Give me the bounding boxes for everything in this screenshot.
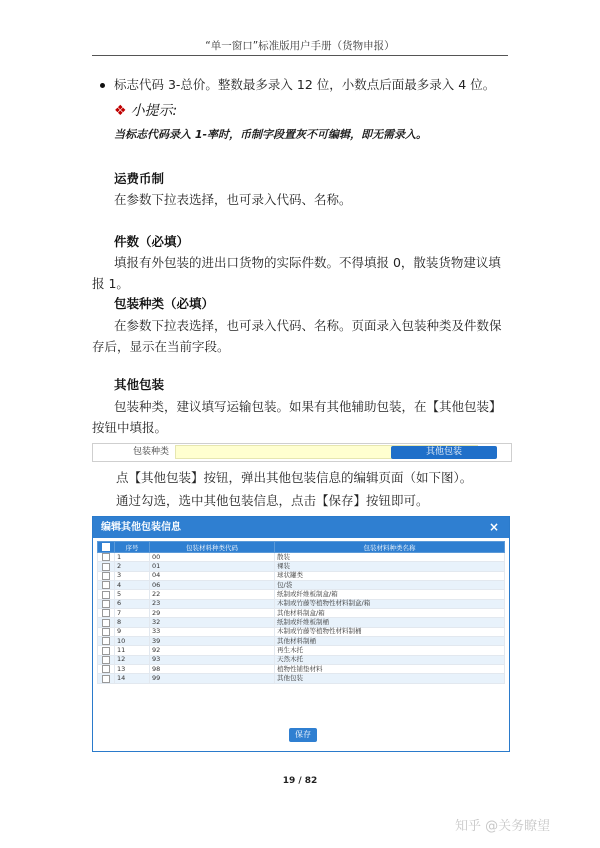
row-name: 散装 <box>275 553 505 562</box>
row-checkbox[interactable] <box>102 675 110 683</box>
row-name: 纸制或纤维板制盒/箱 <box>275 590 505 599</box>
row-index: 13 <box>115 665 150 674</box>
row-name: 球状罐类 <box>275 571 505 580</box>
row-index: 1 <box>115 553 150 562</box>
row-name: 木制或竹藤等植物性材料制桶 <box>275 627 505 636</box>
row-code: 92 <box>150 646 275 655</box>
table-row[interactable] <box>98 562 505 571</box>
para-packing-type: 在参数下拉表选择，也可录入代码、名称。页面录入包装种类及件数保存后，显示在当前字段。 <box>92 318 502 354</box>
row-index: 11 <box>115 646 150 655</box>
tip-title <box>114 100 177 120</box>
heading-freight-currency: 运费币制 <box>114 171 165 186</box>
select-all-cell <box>98 542 115 553</box>
row-code: 39 <box>150 637 275 646</box>
row-code: 06 <box>150 581 275 590</box>
row-code: 00 <box>150 553 275 562</box>
table-row[interactable] <box>98 609 505 618</box>
tip-title-text: 小提示: <box>130 103 178 119</box>
row-code: 04 <box>150 571 275 580</box>
packing-type-field-row <box>92 443 512 462</box>
row-name: 纸制或纤维板制桶 <box>275 618 505 627</box>
row-checkbox[interactable] <box>102 609 110 617</box>
row-checkbox-cell <box>98 609 115 618</box>
row-checkbox[interactable] <box>102 563 110 571</box>
col-header-name: 包装材料种类名称 <box>275 542 505 553</box>
row-checkbox-cell <box>98 655 115 664</box>
table-body <box>98 553 505 684</box>
row-checkbox[interactable] <box>102 553 110 561</box>
table-row[interactable] <box>98 581 505 590</box>
heading-pieces: 件数（必填） <box>114 234 190 249</box>
row-code: 98 <box>150 665 275 674</box>
table-row[interactable] <box>98 646 505 655</box>
watermark: 知乎 @关务瞭望 <box>455 819 551 834</box>
para-after-bar-1: 点【其他包装】按钮，弹出其他包装信息的编辑页面（如下图）。 <box>116 470 473 485</box>
row-checkbox[interactable] <box>102 600 110 608</box>
heading-other-packing: 其他包装 <box>114 377 165 392</box>
row-index: 9 <box>115 627 150 636</box>
row-checkbox-cell <box>98 665 115 674</box>
row-code: 01 <box>150 562 275 571</box>
page-header-title: “单一窗口”标准版用户手册（货物申报） <box>205 40 395 52</box>
row-index: 7 <box>115 609 150 618</box>
table-row[interactable] <box>98 627 505 636</box>
packing-type-label: 包装种类 <box>132 447 169 457</box>
para-pieces: 填报有外包装的进出口货物的实际件数。不得填报 0，散装货物建议填报 1。 <box>92 255 501 291</box>
row-index: 4 <box>115 581 150 590</box>
row-checkbox-cell <box>98 590 115 599</box>
row-code: 33 <box>150 627 275 636</box>
dialog-title-bar <box>93 517 509 538</box>
edit-other-packing-dialog <box>92 516 510 752</box>
table-row[interactable] <box>98 571 505 580</box>
packing-table <box>97 541 505 684</box>
row-index: 12 <box>115 655 150 664</box>
table-row[interactable] <box>98 655 505 664</box>
row-checkbox-cell <box>98 627 115 636</box>
table-row[interactable] <box>98 599 505 608</box>
table-header-row <box>98 542 505 553</box>
row-name: 再生木托 <box>275 646 505 655</box>
table-row[interactable] <box>98 674 505 683</box>
table-row[interactable] <box>98 590 505 599</box>
row-checkbox[interactable] <box>102 656 110 664</box>
tip-note: 当标志代码录入 1-率时，币制字段置灰不可编辑，即无需录入。 <box>114 128 428 141</box>
row-index: 2 <box>115 562 150 571</box>
row-index: 14 <box>115 674 150 683</box>
row-checkbox[interactable] <box>102 581 110 589</box>
row-name: 其他材料制桶 <box>275 637 505 646</box>
row-code: 22 <box>150 590 275 599</box>
row-code: 93 <box>150 655 275 664</box>
table-row[interactable] <box>98 618 505 627</box>
row-code: 29 <box>150 609 275 618</box>
table-row[interactable] <box>98 553 505 562</box>
header-divider <box>92 55 508 56</box>
table-row[interactable] <box>98 665 505 674</box>
row-checkbox-cell <box>98 637 115 646</box>
row-checkbox-cell <box>98 562 115 571</box>
row-checkbox-cell <box>98 599 115 608</box>
row-checkbox[interactable] <box>102 628 110 636</box>
row-index: 6 <box>115 599 150 608</box>
close-icon[interactable]: × <box>488 520 499 534</box>
row-checkbox-cell <box>98 674 115 683</box>
row-checkbox[interactable] <box>102 665 110 673</box>
row-name: 包/袋 <box>275 581 505 590</box>
row-code: 99 <box>150 674 275 683</box>
row-checkbox[interactable] <box>102 647 110 655</box>
row-checkbox-cell <box>98 618 115 627</box>
row-name: 裸装 <box>275 562 505 571</box>
bullet-text: 标志代码 3-总价。整数最多录入 12 位，小数点后面最多录入 4 位。 <box>114 77 496 92</box>
row-name: 植物性铺垫材料 <box>275 665 505 674</box>
row-index: 10 <box>115 637 150 646</box>
row-name: 木制或竹藤等植物性材料制盒/箱 <box>275 599 505 608</box>
row-checkbox[interactable] <box>102 619 110 627</box>
row-code: 23 <box>150 599 275 608</box>
row-checkbox-cell <box>98 571 115 580</box>
row-checkbox[interactable] <box>102 572 110 580</box>
select-all-checkbox[interactable] <box>102 543 110 551</box>
row-checkbox-cell <box>98 581 115 590</box>
row-checkbox-cell <box>98 646 115 655</box>
save-button[interactable]: 保存 <box>289 728 317 742</box>
row-code: 32 <box>150 618 275 627</box>
row-checkbox[interactable] <box>102 591 110 599</box>
row-name: 其他材料制盒/箱 <box>275 609 505 618</box>
page-number: 19 / 82 <box>282 776 318 786</box>
col-header-index: 序号 <box>115 542 150 553</box>
bullet-dot-icon <box>100 83 105 88</box>
heading-packing-type: 包装种类（必填） <box>114 296 215 311</box>
col-header-code: 包装材料种类代码 <box>150 542 275 553</box>
para-after-bar-2: 通过勾选，选中其他包装信息，点击【保存】按钮即可。 <box>116 493 429 508</box>
row-checkbox-cell <box>98 553 115 562</box>
para-other-packing: 包装种类，建议填写运输包装。如果有其他辅助包装，在【其他包装】按钮中填报。 <box>92 399 502 435</box>
diamond-icon: ❖ <box>114 103 127 119</box>
para-freight-currency: 在参数下拉表选择，也可录入代码、名称。 <box>114 192 352 207</box>
row-name: 其他包装 <box>275 674 505 683</box>
row-checkbox[interactable] <box>102 637 110 645</box>
other-packing-button[interactable]: 其他包装 <box>391 446 497 459</box>
dialog-title: 编辑其他包装信息 <box>101 522 181 533</box>
row-name: 天然木托 <box>275 655 505 664</box>
table-row[interactable] <box>98 637 505 646</box>
bullet-item <box>100 74 495 95</box>
row-index: 8 <box>115 618 150 627</box>
row-index: 3 <box>115 571 150 580</box>
row-index: 5 <box>115 590 150 599</box>
